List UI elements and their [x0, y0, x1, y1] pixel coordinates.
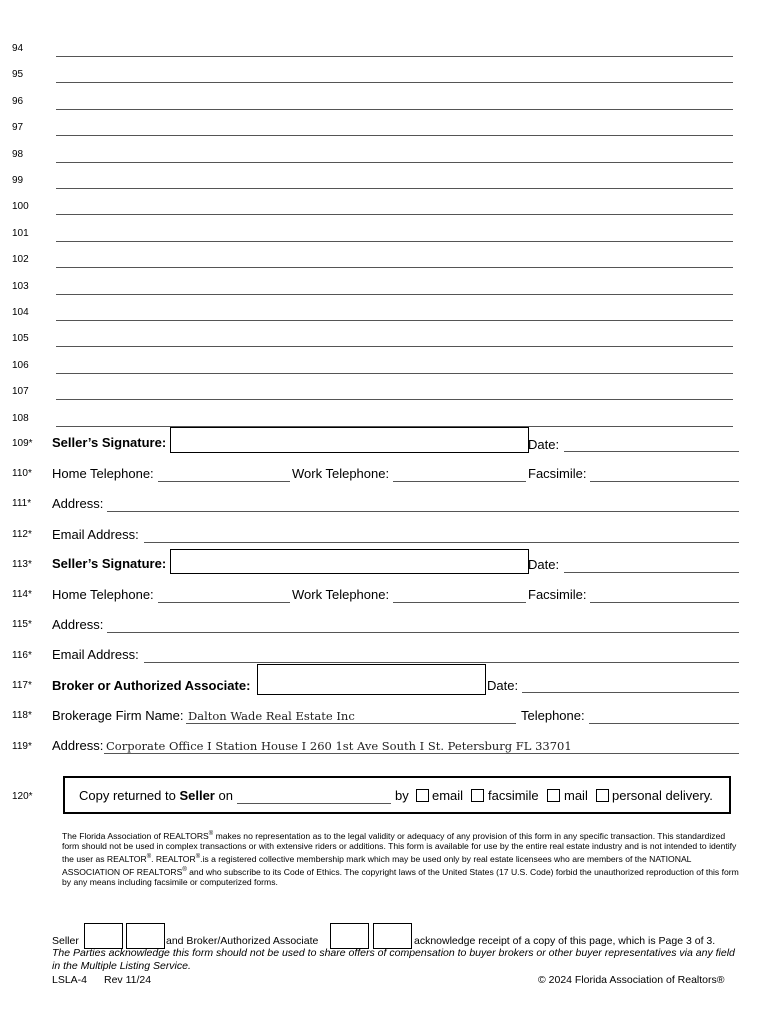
blank-text-line[interactable]	[56, 294, 733, 295]
broker-initials-label: and Broker/Authorized Associate	[166, 935, 319, 947]
brokerage-firm-label: Brokerage Firm Name:	[52, 708, 184, 723]
line-number: 116*	[12, 650, 32, 661]
home-telephone-label: Home Telephone:	[52, 466, 154, 481]
email-checkbox[interactable]	[416, 789, 429, 802]
line-number: 117*	[12, 680, 32, 691]
seller-signature-box[interactable]	[170, 427, 529, 453]
facsimile-option-label: facsimile	[488, 788, 539, 803]
home-telephone-field[interactable]	[158, 481, 290, 482]
address-field[interactable]	[107, 632, 739, 633]
line-number: 106	[12, 360, 29, 371]
home-telephone-field[interactable]	[158, 602, 290, 603]
blank-text-line[interactable]	[56, 267, 733, 268]
line-number: 103	[12, 281, 29, 292]
copyright-notice: © 2024 Florida Association of Realtors®	[538, 974, 725, 986]
line-number: 94	[12, 43, 24, 54]
seller-signature-label: Seller’s Signature:	[52, 556, 167, 571]
acknowledge-text: acknowledge receipt of a copy of this page, which is Page 3 of 3.	[414, 935, 716, 947]
seller-date-field[interactable]	[564, 572, 739, 573]
broker-signature-box[interactable]	[257, 664, 486, 695]
mail-option-label: mail	[564, 788, 588, 803]
facsimile-field[interactable]	[590, 602, 739, 603]
blank-text-line[interactable]	[56, 82, 733, 83]
facsimile-checkbox[interactable]	[471, 789, 484, 802]
line-number: 101	[12, 228, 29, 239]
blank-text-line[interactable]	[56, 399, 733, 400]
line-number: 95	[12, 69, 24, 80]
line-number: 120*	[12, 791, 33, 802]
line-number: 97	[12, 122, 24, 133]
mail-checkbox[interactable]	[547, 789, 560, 802]
line-number: 110*	[12, 468, 32, 479]
seller-initials-box-1[interactable]	[84, 923, 123, 949]
broker-signature-label: Broker or Authorized Associate:	[52, 678, 251, 693]
broker-initials-box-2[interactable]	[373, 923, 412, 949]
blank-text-line[interactable]	[56, 56, 733, 57]
seller-signature-box[interactable]	[170, 549, 529, 574]
line-number: 104	[12, 307, 29, 318]
home-telephone-label: Home Telephone:	[52, 587, 154, 602]
facsimile-field[interactable]	[590, 481, 739, 482]
seller-date-field[interactable]	[564, 451, 739, 452]
line-number: 118*	[12, 710, 32, 721]
line-number: 114*	[12, 589, 32, 600]
seller-signature-label: Seller’s Signature:	[52, 435, 167, 450]
work-telephone-field[interactable]	[393, 481, 526, 482]
personal-delivery-checkbox[interactable]	[596, 789, 609, 802]
mls-notice: The Parties acknowledge this form should not be used to share offers of compensation to buyer brokers or other buyer representatives via any field in the Multiple Listing Service.	[52, 947, 735, 972]
email-address-label: Email Address:	[52, 647, 139, 662]
work-telephone-field[interactable]	[393, 602, 526, 603]
brokerage-firm-value: Dalton Wade Real Estate Inc	[188, 709, 355, 723]
line-number: 102	[12, 254, 29, 265]
broker-initials-box-1[interactable]	[330, 923, 369, 949]
blank-text-line[interactable]	[56, 241, 733, 242]
work-telephone-label: Work Telephone:	[292, 466, 390, 481]
broker-address-field[interactable]	[104, 753, 739, 754]
copy-returned-text: Copy returned to Seller on	[79, 788, 233, 803]
copy-returned-date-field[interactable]	[237, 803, 391, 804]
line-number: 96	[12, 96, 24, 107]
brokerage-firm-field[interactable]	[186, 723, 516, 724]
blank-text-line[interactable]	[56, 162, 733, 163]
line-number: 100	[12, 201, 29, 212]
seller-initials-box-2[interactable]	[126, 923, 165, 949]
personal-delivery-option-label: personal delivery.	[612, 788, 713, 803]
line-number: 99	[12, 175, 24, 186]
blank-text-line[interactable]	[56, 214, 733, 215]
blank-text-line[interactable]	[56, 188, 733, 189]
line-number: 111*	[12, 498, 32, 509]
line-number: 107	[12, 386, 29, 397]
form-revision: Rev 11/24	[104, 974, 152, 986]
blank-text-line[interactable]	[56, 109, 733, 110]
facsimile-label: Facsimile:	[528, 466, 587, 481]
email-address-label: Email Address:	[52, 527, 139, 542]
date-label: Date:	[487, 678, 519, 693]
date-label: Date:	[528, 557, 560, 572]
by-label: by	[395, 788, 409, 803]
line-number: 119*	[12, 741, 32, 752]
blank-text-line[interactable]	[56, 135, 733, 136]
address-label: Address:	[52, 738, 104, 753]
blank-text-line[interactable]	[56, 346, 733, 347]
broker-date-field[interactable]	[522, 692, 739, 693]
line-number: 115*	[12, 619, 32, 630]
date-label: Date:	[528, 437, 560, 452]
line-number: 98	[12, 149, 24, 160]
email-address-field[interactable]	[144, 542, 739, 543]
blank-text-line[interactable]	[56, 320, 733, 321]
line-number: 105	[12, 333, 29, 344]
address-field[interactable]	[107, 511, 739, 512]
email-option-label: email	[432, 788, 464, 803]
legal-disclaimer: The Florida Association of REALTORS® makes no representation as to the legal validity or adequacy of any provision of this form in any specific transaction. This standardized form should not be used in complex transactions or with extensive riders or additions. This form is available for use by the entire real estate industry and is not intended to identify the user as REALTOR®. REALTOR®.is a registered collective membership mark which may be used only by real estate licensees who are members of the NATIONAL ASSOCIATION OF REALTORS® and who subscribe to its Code of Ethics. The copyright laws of the United States (17 U.S. Code) forbid the unauthorized reproduction of this form by any means including facsimile or computerized forms.	[62, 830, 739, 887]
facsimile-label: Facsimile:	[528, 587, 587, 602]
work-telephone-label: Work Telephone:	[292, 587, 390, 602]
line-number: 112*	[12, 529, 32, 540]
telephone-field[interactable]	[589, 723, 739, 724]
email-address-field[interactable]	[144, 662, 739, 663]
address-label: Address:	[52, 496, 104, 511]
line-number: 108	[12, 413, 29, 424]
blank-text-line[interactable]	[56, 373, 733, 374]
line-number: 113*	[12, 559, 32, 570]
line-number: 109*	[12, 438, 33, 449]
broker-address-value: Corporate Office I Station House I 260 1st Ave South I St. Petersburg FL 33701	[106, 739, 572, 753]
form-id: LSLA-4	[52, 974, 88, 986]
telephone-label: Telephone:	[521, 708, 585, 723]
seller-initials-label: Seller	[52, 935, 79, 947]
address-label: Address:	[52, 617, 104, 632]
